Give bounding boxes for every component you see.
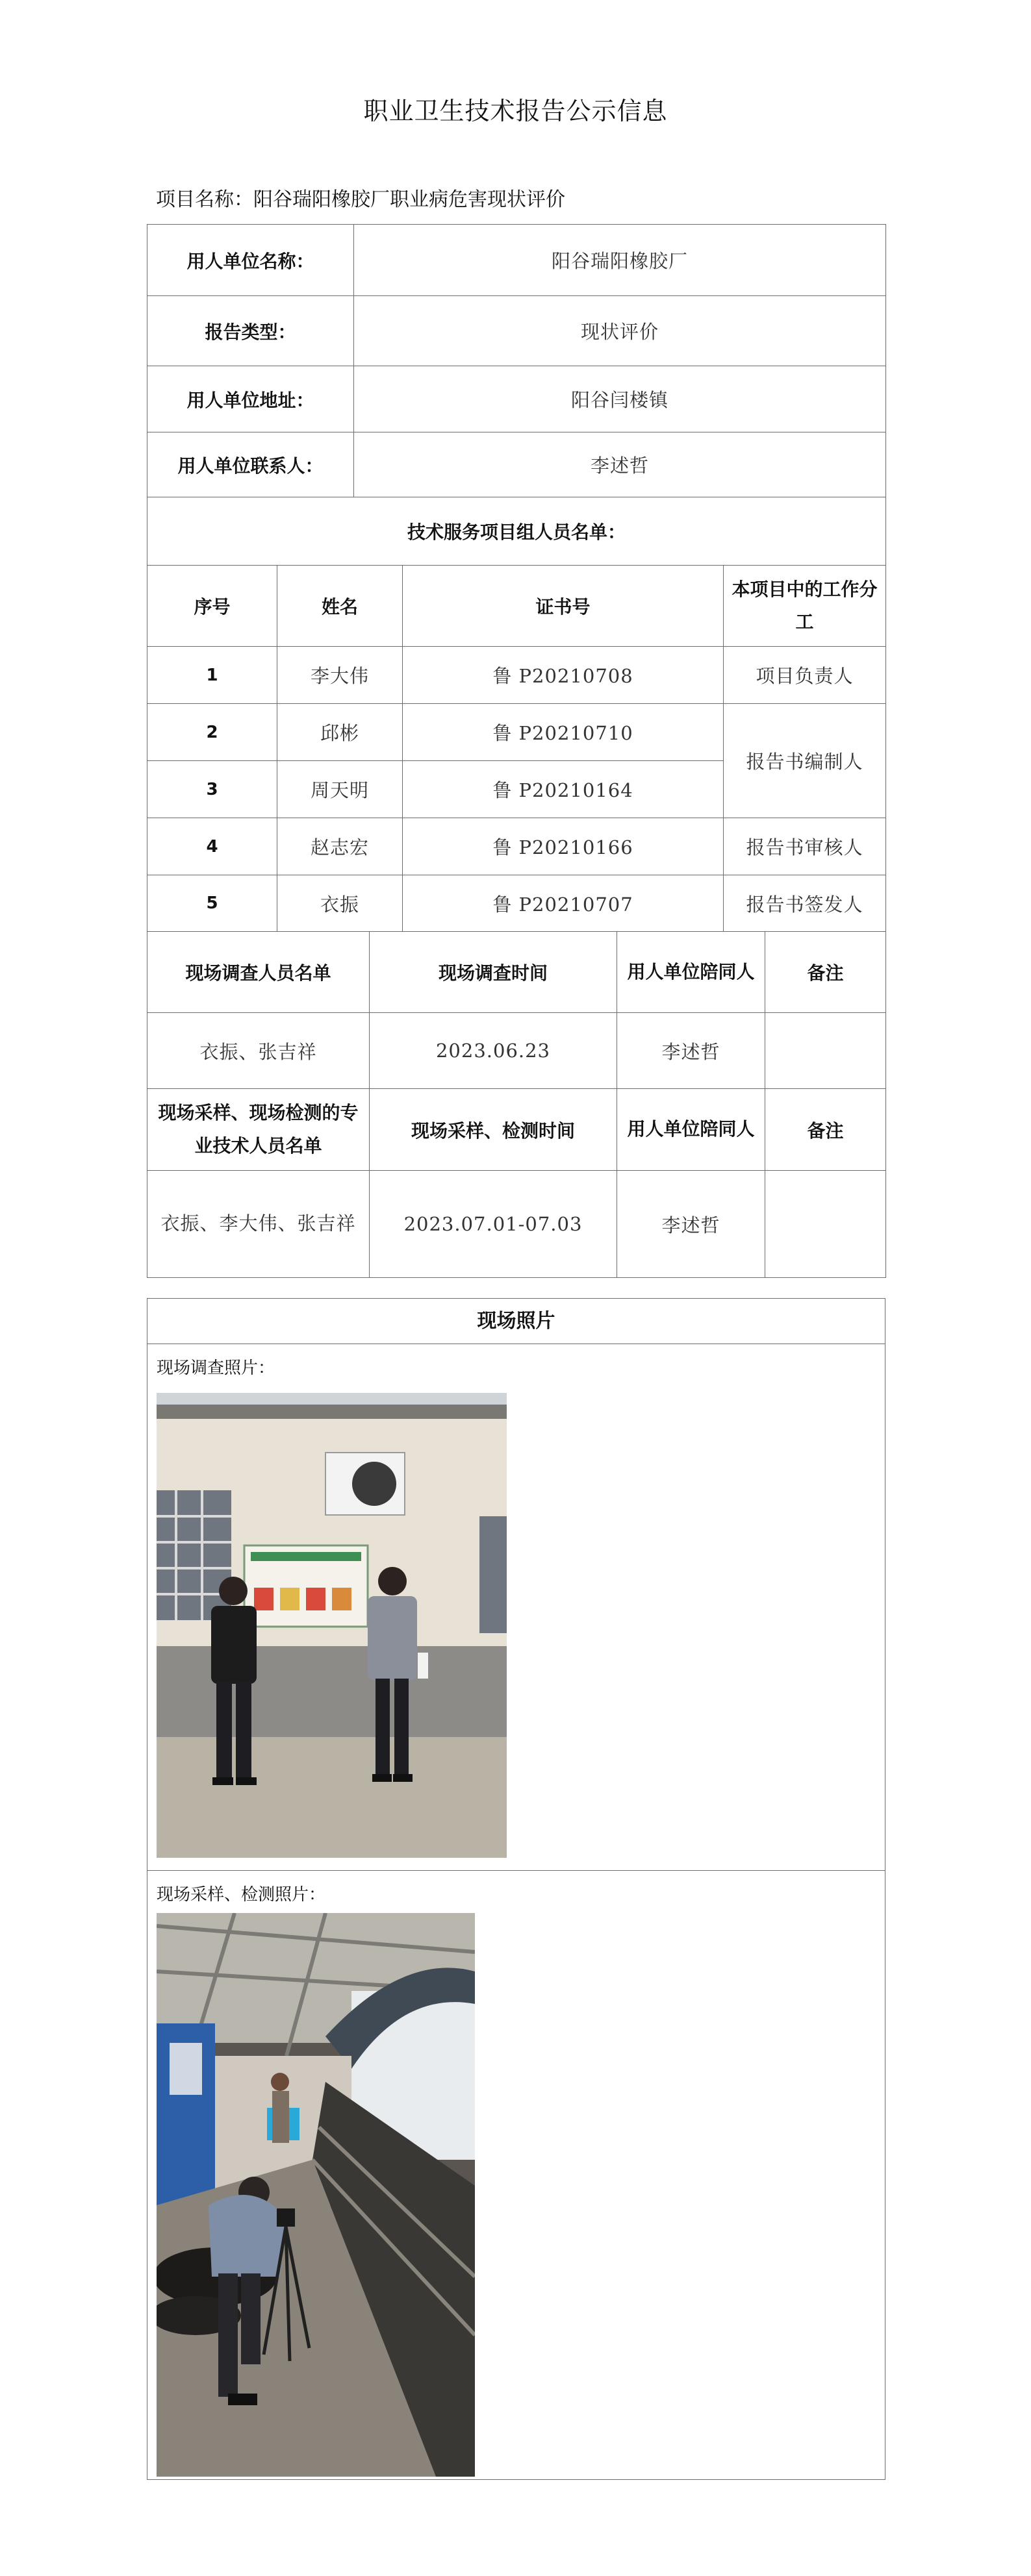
team-row-cert: 鲁 P20210710	[403, 704, 724, 761]
employer-info-table	[147, 224, 886, 566]
team-table	[147, 565, 886, 932]
site-photos-heading: 现场照片	[147, 1299, 885, 1344]
table-row	[147, 647, 886, 704]
survey-note	[765, 1013, 886, 1089]
employer-address-value: 阳谷闫楼镇	[354, 366, 886, 432]
sampling-note	[765, 1171, 886, 1278]
team-row-no: 3	[147, 761, 277, 818]
survey-photo-label: 现场调查照片：	[157, 1358, 275, 1378]
team-row-no: 4	[147, 818, 277, 875]
document-title: 职业卫生技术报告公示信息	[363, 97, 668, 125]
team-row-no: 2	[147, 704, 277, 761]
survey-time: 2023.06.23	[370, 1013, 617, 1089]
team-header-no: 序号	[147, 566, 277, 647]
team-row-name: 衣振	[277, 875, 403, 932]
team-header-cert: 证书号	[403, 566, 724, 647]
employer-name-label: 用人单位名称：	[147, 225, 354, 296]
survey-photo-section	[147, 1344, 885, 1871]
survey-header-escort: 用人单位陪同人	[617, 932, 765, 1013]
survey-header-staff: 现场调查人员名单	[147, 932, 370, 1013]
team-row-role: 报告书编制人	[724, 704, 886, 818]
sampling-header-escort: 用人单位陪同人	[617, 1089, 765, 1171]
team-row-cert: 鲁 P20210707	[403, 875, 724, 932]
employer-contact-label: 用人单位联系人：	[147, 432, 354, 497]
team-header-role: 本项目中的工作分工	[724, 566, 886, 647]
survey-header-time: 现场调查时间	[370, 932, 617, 1013]
sampling-photo	[157, 1913, 475, 2477]
team-row-role: 报告书审核人	[724, 818, 886, 875]
sampling-staff: 衣振、李大伟、张吉祥	[147, 1171, 370, 1278]
sampling-header-time: 现场采样、检测时间	[370, 1089, 617, 1171]
team-row-cert: 鲁 P20210164	[403, 761, 724, 818]
table-row	[147, 875, 886, 932]
sampling-header-note: 备注	[765, 1089, 886, 1171]
team-row-role: 项目负责人	[724, 647, 886, 704]
sampling-escort: 李述哲	[617, 1171, 765, 1278]
team-row-name: 周天明	[277, 761, 403, 818]
sampling-header-staff: 现场采样、现场检测的专业技术人员名单	[147, 1089, 370, 1171]
survey-staff: 衣振、张吉祥	[147, 1013, 370, 1089]
report-type-value: 现状评价	[354, 296, 886, 366]
survey-sampling-table	[147, 931, 886, 1278]
table-row	[147, 1171, 886, 1278]
sampling-time: 2023.07.01-07.03	[370, 1171, 617, 1278]
team-row-role: 报告书签发人	[724, 875, 886, 932]
team-row-no: 1	[147, 647, 277, 704]
survey-escort: 李述哲	[617, 1013, 765, 1089]
survey-photo	[157, 1393, 507, 1858]
site-photos-section	[147, 1298, 885, 2480]
table-row	[147, 704, 886, 761]
team-header-name: 姓名	[277, 566, 403, 647]
report-type-label: 报告类型：	[147, 296, 354, 366]
team-row-name: 赵志宏	[277, 818, 403, 875]
employer-address-label: 用人单位地址：	[147, 366, 354, 432]
team-row-name: 邱彬	[277, 704, 403, 761]
sampling-photo-section	[147, 1871, 885, 2479]
team-heading: 技术服务项目组人员名单：	[147, 497, 886, 566]
team-row-cert: 鲁 P20210708	[403, 647, 724, 704]
table-row	[147, 1013, 886, 1089]
sampling-photo-label: 现场采样、检测照片：	[157, 1885, 326, 1905]
employer-contact-value: 李述哲	[354, 432, 886, 497]
team-row-no: 5	[147, 875, 277, 932]
survey-header-note: 备注	[765, 932, 886, 1013]
table-row	[147, 818, 886, 875]
team-row-cert: 鲁 P20210166	[403, 818, 724, 875]
project-name: 项目名称：阳谷瑞阳橡胶厂职业病危害现状评价	[156, 188, 565, 211]
team-row-name: 李大伟	[277, 647, 403, 704]
employer-name-value: 阳谷瑞阳橡胶厂	[354, 225, 886, 296]
